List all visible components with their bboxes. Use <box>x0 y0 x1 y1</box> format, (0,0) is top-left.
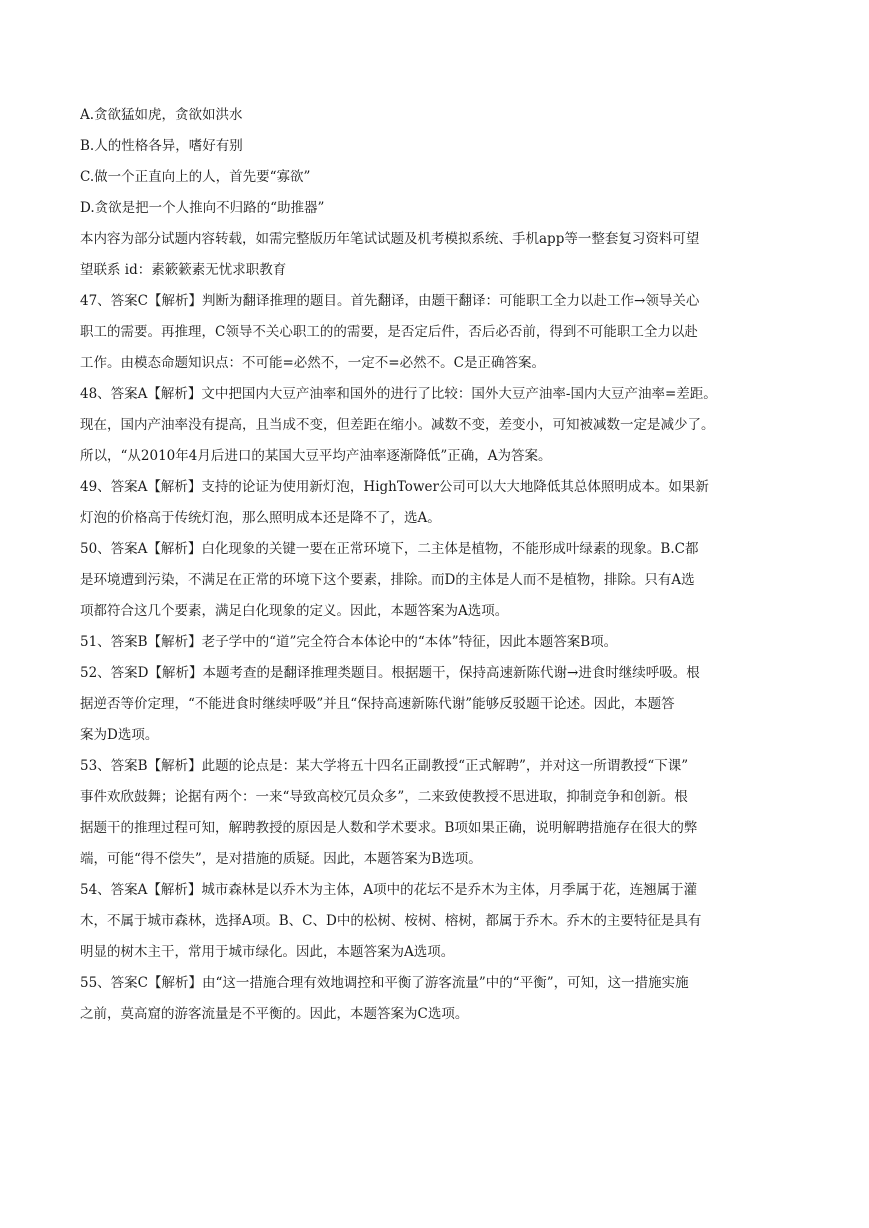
answer-line: 54、答案A【解析】城市森林是以乔木为主体，A项中的花坛不是乔木为主体，月季属于花，连翘属于灌 <box>80 882 698 898</box>
option-a: A.贪欲猛如虎，贪欲如洪水 <box>80 107 243 123</box>
notice-paragraph <box>80 224 789 286</box>
answer-line: 案为D选项。 <box>80 727 159 743</box>
answer-line: 51、答案B【解析】老子学中的“道”完全符合本体论中的“本体”特征，因此本题答案B项。 <box>80 634 618 650</box>
answer-line: 据题干的推理过程可知，解聘教授的原因是人数和学术要求。B项如果正确，说明解聘措施存在很大的弊 <box>80 820 698 836</box>
answer-51 <box>80 627 789 658</box>
answer-line: 52、答案D【解析】本题考查的是翻译推理类题目。根据题干，保持高速新陈代谢→进食时继续呼吸。根 <box>80 665 700 681</box>
option-b: B.人的性格各异，嗜好有别 <box>80 138 243 154</box>
answer-54 <box>80 875 789 968</box>
answer-52 <box>80 658 789 751</box>
answer-line: 现在，国内产油率没有提高，且当成不变，但差距在缩小。减数不变，差变小，可知被减数一定是减少了。 <box>80 417 715 433</box>
answer-line: 之前，莫高窟的游客流量是不平衡的。因此，本题答案为C选项。 <box>80 1006 469 1022</box>
answer-line: 项都符合这几个要素，满足白化现象的定义。因此，本题答案为A选项。 <box>80 603 509 619</box>
answer-47 <box>80 286 789 379</box>
answer-53 <box>80 751 789 875</box>
answer-49 <box>80 472 789 534</box>
answer-line: 48、答案A【解析】文中把国内大豆产油率和国外的进行了比较：国外大豆产油率-国内大豆产油率=差距。 <box>80 386 717 402</box>
answer-55 <box>80 968 789 1030</box>
answer-line: 49、答案A【解析】支持的论证为使用新灯泡，HighTower公司可以大大地降低其总体照明成本。如果新 <box>80 479 709 495</box>
option-d: D.贪欲是把一个人推向不归路的“助推器” <box>80 200 325 216</box>
answer-line: 50、答案A【解析】白化现象的关键一要在正常环境下，二主体是植物，不能形成叶绿素的现象。B.C都 <box>80 541 699 557</box>
answer-line: 是环境遭到污染，不满足在正常的环境下这个要素，排除。而D的主体是人而不是植物，排除。只有A选 <box>80 572 695 588</box>
answer-line: 灯泡的价格高于传统灯泡，那么照明成本还是降不了，选A。 <box>80 510 441 526</box>
answer-line: 53、答案B【解析】此题的论点是：某大学将五十四名正副教授“正式解聘”，并对这一所谓教授“下课” <box>80 758 689 774</box>
answer-line: 端，可能“得不偿失”，是对措施的质疑。因此，本题答案为B选项。 <box>80 851 482 867</box>
notice-line: 望联系 id：素簌簌素无忧求职教育 <box>80 262 287 278</box>
answer-line: 据逆否等价定理，“不能进食时继续呼吸”并且“保持高速新陈代谢”能够反驳题干论述。因此，本题答 <box>80 696 675 712</box>
answer-line: 木，不属于城市森林，选择A项。B、C、D中的松树、桉树、榕树，都属于乔木。乔木的主要特征是具有 <box>80 913 702 929</box>
answer-line: 职工的需要。再推理，C领导不关心职工的的需要，是否定后件，否后必否前，得到不可能职工全力以赴 <box>80 324 698 340</box>
answer-line: 工作。由模态命题知识点：不可能=必然不，一定不=必然不。C是正确答案。 <box>80 355 545 371</box>
notice-line: 本内容为部分试题内容转载，如需完整版历年笔试试题及机考模拟系统、手机app等一整套复习资料可望 <box>80 231 700 247</box>
answer-options <box>80 100 789 224</box>
answer-50 <box>80 534 789 627</box>
answer-line: 事件欢欣鼓舞；论据有两个：一来“导致高校冗员众多”，二来致使教授不思进取，抑制竞争和创新。根 <box>80 789 688 805</box>
answer-line: 明显的树木主干，常用于城市绿化。因此，本题答案为A选项。 <box>80 944 455 960</box>
document-page <box>80 100 789 1030</box>
option-c: C.做一个正直向上的人，首先要“寡欲” <box>80 169 311 185</box>
answer-line: 所以，“从2010年4月后进口的某国大豆平均产油率逐渐降低”正确，A为答案。 <box>80 448 552 464</box>
answer-line: 47、答案C【解析】判断为翻译推理的题目。首先翻译，由题干翻译：可能职工全力以赴工作→领导关心 <box>80 293 700 309</box>
answer-48 <box>80 379 789 472</box>
answer-line: 55、答案C【解析】由“这一措施合理有效地调控和平衡了游客流量”中的“平衡”，可知，这一措施实施 <box>80 975 689 991</box>
